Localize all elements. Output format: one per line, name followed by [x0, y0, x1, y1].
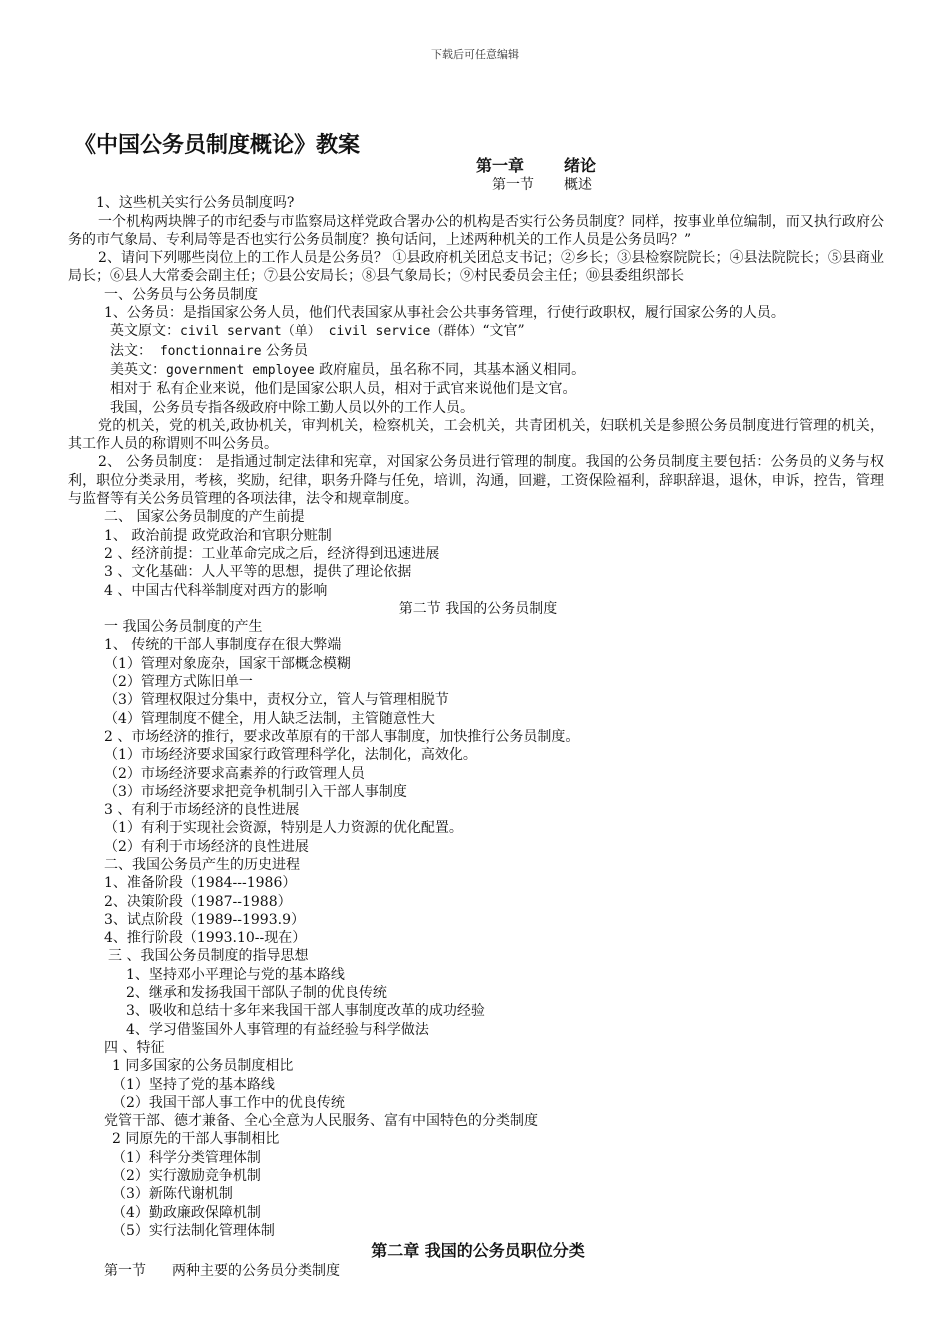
list-item: 3、吸收和总结十多年来我国干部人事制度改革的成功经验 [126, 1003, 485, 1020]
list-item: 1、坚持邓小平理论与党的基本路线 [126, 966, 345, 983]
guiding-thought-heading: 三 、我国公务员制度的指导思想 [108, 948, 309, 965]
list-item: 2、继承和发扬我国干部队子制的优良传统 [126, 985, 387, 1002]
chapter-2-section-1-heading [68, 1262, 884, 1280]
section-2-heading: 第二节 我国的公务员制度 [398, 600, 558, 617]
list-item: （2）管理方式陈旧单一 [104, 674, 253, 691]
section-1-name: 概述 [564, 177, 592, 193]
list-item: 3、试点阶段（1989--1993.9） [104, 911, 305, 928]
document-body [68, 156, 884, 1281]
page-header: 下载后可任意编辑 [431, 48, 519, 61]
french-term-word: fonctionnaire [152, 343, 262, 359]
list-item: （1）管理对象庞杂，国家干部概念模糊 [104, 655, 351, 672]
list-item: 4 、中国古代科举制度对西方的影响 [104, 582, 328, 599]
part-2-heading: 二、 国家公务员制度的产生前提 [104, 509, 305, 526]
china-scope-note: 我国，公务员专指各级政府中除工勤人员以外的工作人员。 [110, 399, 474, 416]
guiding-thought-list [68, 966, 884, 1039]
list-item: （5）实行法制化管理体制 [112, 1222, 275, 1239]
us-term [68, 361, 884, 380]
english-term-label: 英文原文： [110, 323, 180, 340]
french-term [68, 342, 884, 361]
french-term-meaning: 公务员 [261, 342, 309, 359]
list-item: （1）有利于实现社会资源，特别是人力资源的优化配置。 [104, 820, 463, 837]
list-item: （1）科学分类管理体制 [112, 1149, 261, 1166]
list-item: （2）有利于市场经济的良性进展 [104, 838, 309, 855]
list-item: （1）市场经济要求国家行政管理科学化，法制化，高效化。 [104, 747, 477, 764]
list-item: 4、推行阶段（1993.10--现在） [104, 930, 307, 947]
section-1-number: 第一节 [492, 177, 534, 193]
english-term-meaning: “文官” [482, 323, 525, 340]
list-item: 3 、文化基础：人人平等的思想，提供了理论依据 [104, 564, 412, 581]
list-item: （3）市场经济要求把竞争机制引入干部人事制度 [104, 783, 407, 800]
list-item: 3 、有利于市场经济的良性进展 [104, 802, 300, 819]
list-item: （1）坚持了党的基本路线 [112, 1076, 275, 1093]
us-term-meaning: 政府雇员，虽名称不同，其基本涵义相同。 [314, 361, 586, 378]
list-item: 一 我国公务员制度的产生 [104, 619, 263, 636]
list-item: 1、 政治前提 政党政治和官职分赃制 [104, 527, 332, 544]
chapter-1-name: 绪论 [564, 156, 597, 175]
chapter-2-section-1-number: 第一节 [104, 1263, 146, 1280]
list-item: 1、 传统的干部人事制度存在很大弊端 [104, 637, 342, 654]
chapter-2-section-1-name: 两种主要的公务员分类制度 [172, 1263, 340, 1280]
relative-note: 相对于 私有企业来说，他们是国家公职人员，相对于武官来说他们是文官。 [110, 381, 577, 398]
english-term [68, 322, 884, 341]
feature-1-note: 党管干部、德才兼备、全心全意为人民服务、富有中国特色的分类制度 [104, 1113, 538, 1130]
list-item: （3）管理权限过分集中，责权分立，管人与管理相脱节 [104, 692, 449, 709]
french-term-label: 法文： [110, 342, 152, 359]
us-term-label: 美英文： [110, 361, 166, 378]
list-item: （4）管理制度不健全，用人缺乏法制，主管随意性大 [104, 710, 435, 727]
chapter-2-heading: 第二章 我国的公务员职位分类 [371, 1241, 585, 1261]
system-definition: 2、 公务员制度： 是指通过制定法律和宪章，对国家公务员进行管理的制度。我国的公务员制度主要包括：公务员的义务与权利，职位分类录用，考核，奖励，纪律，职务升降与任免，培训，沟通，回避，工资保险福利，辞职辞退，退休，申诉，控告，管理与监督等有关公务员管理的各项法律，法令和规章制度。 [68, 454, 884, 508]
question-2: 2、请问下列哪些岗位上的工作人员是公务员？ ①县政府机关团总支书记；②乡长；③县检察院院长；④县法院院长；⑤县商业局长；⑥县人大常委会副主任；⑦县公安局长；⑧县气象局长；⑨村民委员会主任；⑩县委组织部长 [68, 250, 884, 285]
list-item: （2）实行激励竞争机制 [112, 1168, 261, 1185]
list-item: （4）勤政廉政保障机制 [112, 1204, 261, 1221]
us-term-words: government employee [166, 362, 315, 378]
list-item: 二、我国公务员产生的历史进程 [104, 856, 300, 873]
party-organs-note: 党的机关，党的机关,政协机关，审判机关，检察机关，工会机关，共青团机关，妇联机关是参照公务员制度进行管理的机关，其工作人员的称谓则不叫公务员。 [68, 417, 884, 453]
list-item: 4、学习借鉴国外人事管理的有益经验与科学做法 [126, 1021, 429, 1038]
list-item: 2、决策阶段（1987--1988） [104, 893, 292, 910]
list-item: 2 、经济前提：工业革命完成之后，经济得到迅速进展 [104, 545, 440, 562]
question-1-body: 一个机构两块牌子的市纪委与市监察局这样党政合署办公的机构是否实行公务员制度？同样，按事业单位编制，而又执行政府公务的市气象局、专利局等是否也实行公务员制度？换句话问，上述两种机关的工作人员是公务员吗？” [68, 213, 884, 248]
english-term-words: civil servant（单） civil service（群体） [180, 324, 483, 340]
feature-2-list [68, 1149, 884, 1240]
list-item: （3）新陈代谢机制 [112, 1186, 233, 1203]
list-item: （2）我国干部人事工作中的优良传统 [112, 1094, 345, 1111]
section-2-list [68, 618, 884, 947]
list-item: （2）市场经济要求高素养的行政管理人员 [104, 765, 365, 782]
question-1: 1、这些机关实行公务员制度吗? [96, 195, 295, 212]
premise-list [68, 527, 884, 600]
part-1-heading: 一、公务员与公务员制度 [104, 286, 258, 303]
chapter-1-number: 第一章 [475, 156, 524, 175]
list-item: 2 、市场经济的推行，要求改革原有的干部人事制度，加快推行公务员制度。 [104, 728, 580, 745]
features-heading: 四 、特征 [104, 1039, 165, 1056]
feature-2-heading: 2 同原先的干部人事制相比 [112, 1131, 280, 1148]
list-item: 1、准备阶段（1984---1986） [104, 875, 297, 892]
civil-servant-definition: 1、公务员：是指国家公务人员，他们代表国家从事社会公共事务管理，行使行政职权，履行国家公务的人员。 [104, 305, 785, 322]
document-title: 《中国公务员制度概论》教案 [74, 133, 361, 158]
section-1-heading [68, 176, 884, 194]
feature-1-heading: 1 同多国家的公务员制度相比 [112, 1058, 294, 1075]
chapter-1-heading [68, 156, 884, 176]
